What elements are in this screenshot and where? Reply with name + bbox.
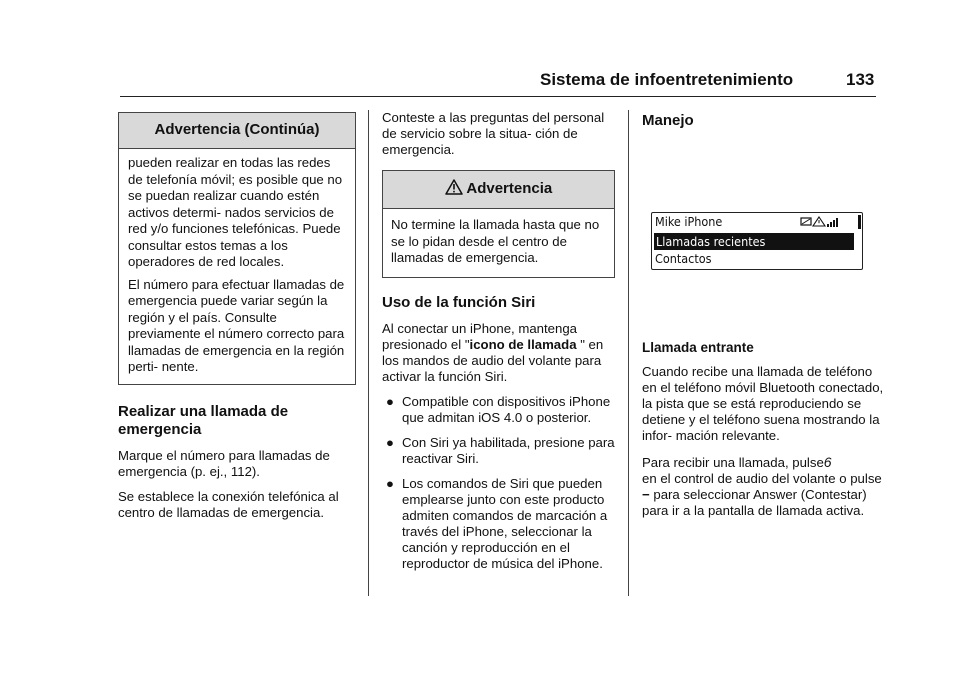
phone-icon: 6 — [823, 454, 832, 470]
page-number: 133 — [846, 70, 875, 89]
receive-call-text-c: para seleccionar Answer (Contestar) para ir a la pantalla de llamada activa. — [642, 487, 867, 518]
warning-title: Advertencia — [466, 180, 553, 197]
siri-text-b: " en los mandos de audio del volante para activar la función Siri. — [382, 336, 604, 384]
emergency-paragraph-2: Se establece la conexión telefónica al centro de llamadas de emergencia. — [118, 488, 339, 520]
manejo-heading: Manejo — [642, 112, 694, 129]
bullet-text: Con Siri ya habilitada, presione para reactivar Siri. — [402, 434, 615, 466]
warning-body: No termine la llamada hasta que no se lo pidan desde el centro de llamadas de emergencia. — [391, 217, 600, 265]
column-divider-2 — [628, 110, 629, 596]
bullet-mark: ● — [386, 475, 394, 491]
warning-continued-box — [118, 112, 356, 385]
screen-item-recent-calls[interactable]: Llamadas recientes — [654, 233, 854, 250]
column-1 — [118, 112, 356, 530]
bullet-text: Los comandos de Siri que pueden emplearse junto con este producto admiten comandos de marcación a través del iPhone, seleccionar la canción y reproducción en el reproductor de música del iPhone. — [402, 475, 608, 571]
emergency-call-heading: Realizar una llamada de emergencia — [118, 402, 289, 438]
warning-triangle-icon — [445, 179, 463, 199]
emergency-paragraph-1: Marque el número para llamadas de emergencia (p. ej., 112). — [118, 447, 330, 479]
phone-screen-display — [651, 212, 863, 270]
column-divider-1 — [368, 110, 369, 596]
siri-text-a: Al conectar un iPhone, mantenga presionado el " — [382, 320, 578, 352]
bullet-item — [382, 435, 615, 467]
header-rule — [120, 96, 876, 97]
warning-continued-title: Advertencia (Continúa) — [119, 113, 355, 149]
column-3 — [642, 112, 882, 139]
bullet-text: Compatible con dispositivos iPhone que admitan iOS 4.0 o posterior. — [402, 393, 611, 425]
siri-heading: Uso de la función Siri — [382, 293, 536, 311]
bullet-item — [382, 394, 615, 426]
screen-status-icons — [800, 215, 840, 233]
column-2 — [382, 110, 615, 581]
warning-box-header — [383, 171, 614, 209]
screen-device-name: Mike iPhone — [655, 214, 723, 229]
bullet-item — [382, 476, 615, 572]
receive-call-text-a: Para recibir una llamada, pulse — [642, 455, 824, 470]
warning-box — [382, 170, 615, 278]
running-header-title: Sistema de infoentretenimiento — [540, 70, 794, 89]
receive-call-paragraph — [642, 454, 884, 519]
answer-questions-paragraph: Conteste a las preguntas del personal de servicio sobre la situa- ción de emergencia. — [382, 110, 605, 157]
warning-paragraph-2: El número para efectuar llamadas de emergencia puede variar según la región y el país. Consulte previamente el número correcto para llamadas de emergencia en la región perti- nente. — [128, 276, 345, 374]
screen-scrollbar — [858, 215, 861, 229]
siri-paragraph — [382, 321, 615, 385]
incoming-call-heading: Llamada entrante — [642, 340, 754, 355]
bullet-mark: ● — [386, 434, 394, 450]
incoming-call-paragraph: Cuando recibe una llamada de teléfono en el teléfono móvil Bluetooth conectado, la pista que se está reproduciendo se detiene y el teléfono suena mostrando la infor- mación relevante. — [642, 364, 884, 443]
warning-paragraph-1: pueden realizar en todas las redes de telefonía móvil; es posible que no se puedan realizar cuando estén activos determi- nados servicios de red y/o funciones telefónicas. Puede consultar estos temas a los operadores de red locales. — [128, 155, 343, 269]
incoming-call-section — [642, 340, 884, 528]
call-icon-label: icono de llamada — [469, 336, 577, 352]
bullet-mark: ● — [386, 393, 394, 409]
screen-item-contacts[interactable]: Contactos — [655, 251, 712, 266]
minus-icon: − — [642, 487, 650, 502]
receive-call-text-b: en el control de audio del volante o pulse — [642, 471, 882, 486]
